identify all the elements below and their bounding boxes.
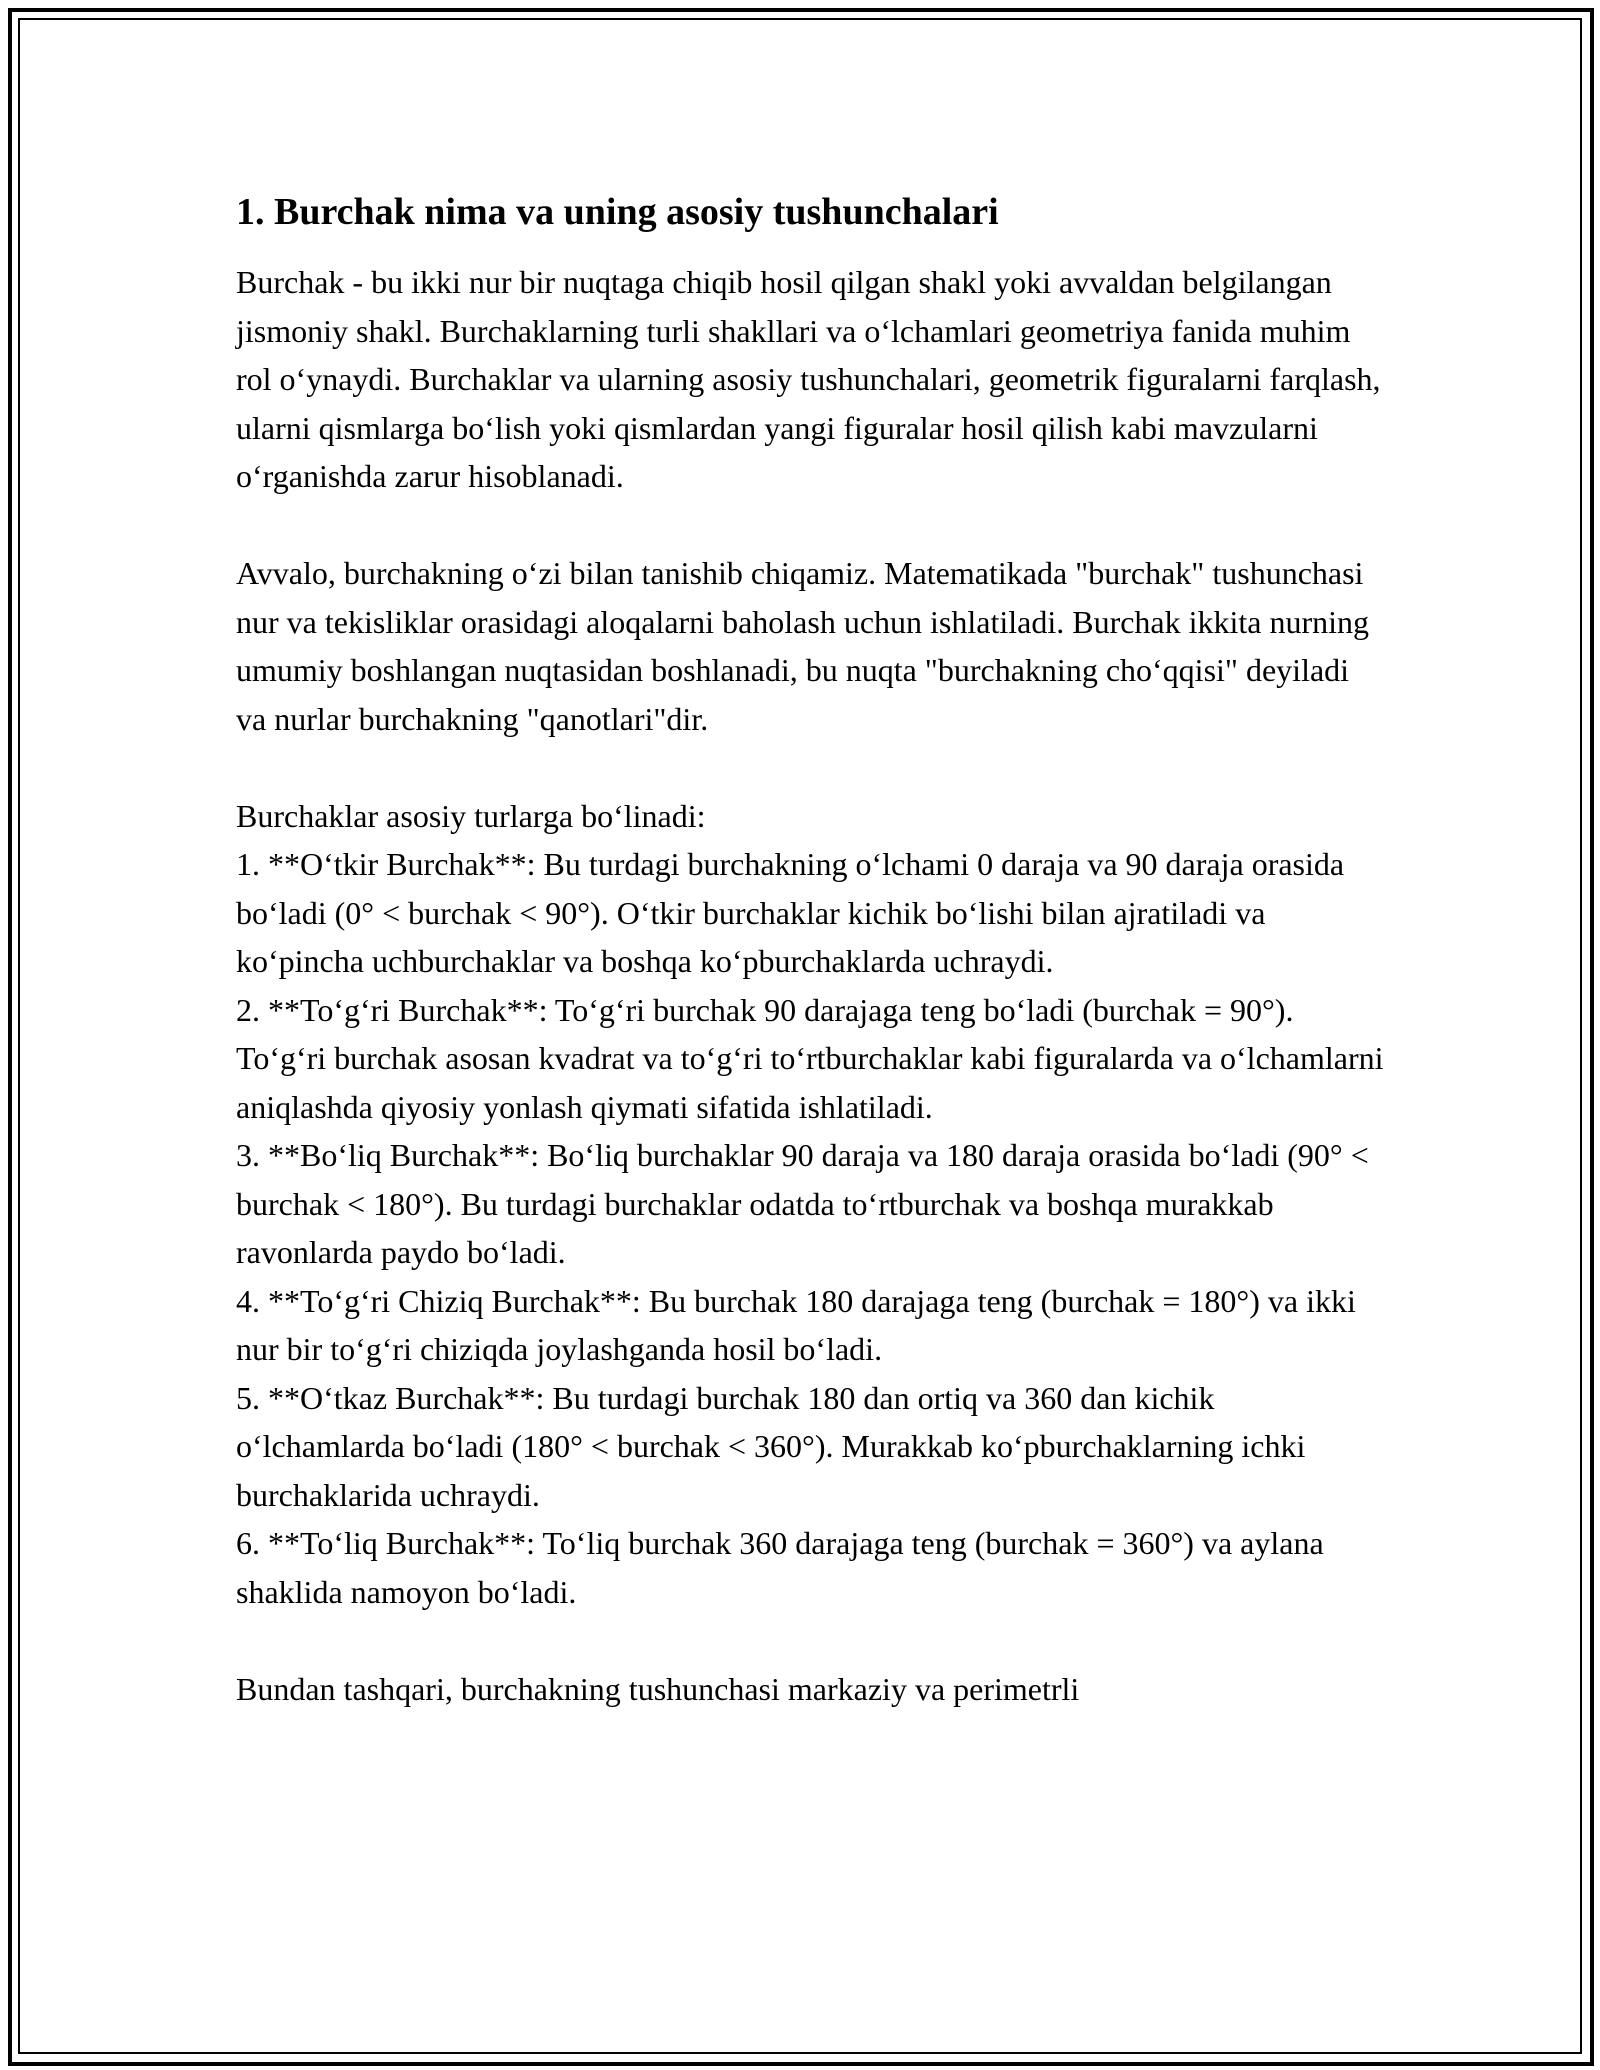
paragraph-spacer xyxy=(236,501,1386,550)
section-heading: 1. Burchak nima va uning asosiy tushunchalari xyxy=(236,191,999,233)
paragraph-introduction: Avvalo, burchakning o‘zi bilan tanishib chiqamiz. Matematikada "burchak" tushunchasi nur va tekisliklar orasidagi aloqalarni baholash uchun ishlatiladi. Burchak ikkita nurning umumiy boshlangan nuqtasidan boshlanadi, bu nuqta "burchakning cho‘qqisi" deyiladi va nurlar burchakning "qanotlari"dir. xyxy=(236,555,1378,737)
paragraph-definition: Burchak - bu ikki nur bir nuqtaga chiqib hosil qilgan shakl yoki avvaldan belgilangan jismoniy shakl. Burchaklarning turli shakllari va o‘lchamlari geometriya fanida muhim rol o‘ynaydi. Burchaklar va ularning asosiy tushunchalari, geometrik figuralarni farqlash, ularni qismlarga bo‘lish yoki qismlardan yangi figuralar hosil qilish kabi mavzularni o‘rganishda zarur hisoblanadi. xyxy=(236,264,1389,494)
paragraph-angle-types-list: Burchaklar asosiy turlarga bo‘linadi: 1. **O‘tkir Burchak**: Bu turdagi burchakning o‘lchami 0 daraja va 90 daraja orasida bo‘ladi (0° < burchak < 90°). O‘tkir burchaklar kichik bo‘lishi bilan ajratiladi va ko‘pincha uchburchaklar va boshqa ko‘pburchaklarda uchraydi. 2. **To‘g‘ri Burchak**: To‘g‘ri burchak 90 darajaga teng bo‘ladi (burchak = 90°). To‘g‘ri burchak asosan kvadrat va to‘g‘ri to‘rtburchaklar kabi figuralarda va o‘lchamlarni aniqlashda qiyosiy yonlash qiymati sifatida ishlatiladi. 3. **Bo‘liq Burchak**: Bo‘liq burchaklar 90 daraja va 180 daraja orasida bo‘ladi (90° < burchak < 180°). Bu turdagi burchaklar odatda to‘rtburchak va boshqa murakkab ravonlarda paydo bo‘ladi. 4. **To‘g‘ri Chiziq Burchak**: Bu burchak 180 darajaga teng (burchak = 180°) va ikki nur bir to‘g‘ri chiziqda joylashganda hosil bo‘ladi. 5. **O‘tkaz Burchak**: Bu turdagi burchak 180 dan ortiq va 360 dan kichik o‘lchamlarda bo‘ladi (180° < burchak < 360°). Murakkab ko‘pburchaklarning ichki burchaklarida uchraydi. 6. **To‘liq Burchak**: To‘liq burchak 360 darajaga teng (burchak = 360°) va aylana shaklida namoyon bo‘ladi. xyxy=(236,797,1384,1610)
paragraph-spacer xyxy=(236,743,1386,792)
document-body xyxy=(236,186,1389,1713)
paragraph-continuation: Bundan tashqari, burchakning tushunchasi markaziy va perimetrli xyxy=(236,1670,1080,1707)
paragraph-spacer xyxy=(236,1616,1386,1665)
